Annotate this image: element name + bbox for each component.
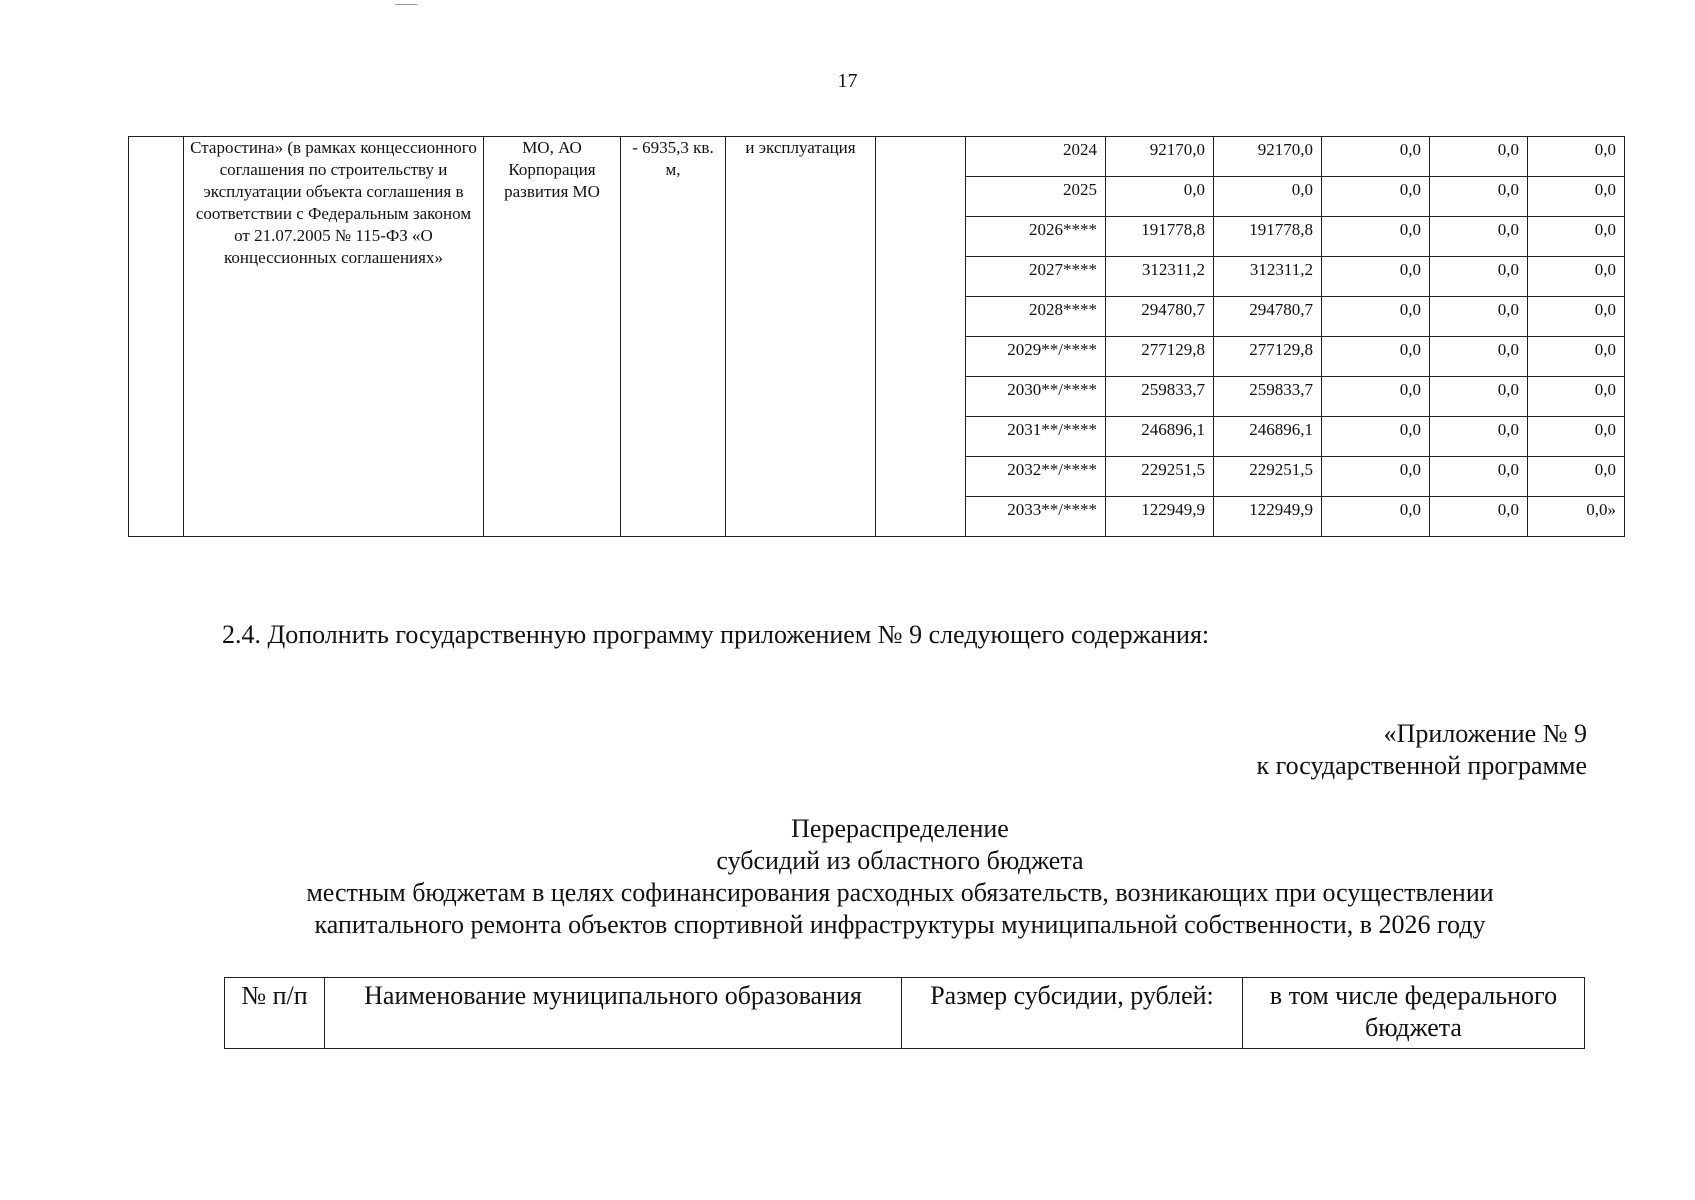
- cell-col4: 0,0: [1430, 497, 1528, 537]
- cell-col5: 0,0: [1528, 177, 1625, 217]
- cell-col5: 0,0»: [1528, 497, 1625, 537]
- header-number: № п/п: [225, 978, 325, 1049]
- title-line-2: субсидий из областного бюджета: [716, 846, 1084, 875]
- cell-year: 2032**/****: [966, 457, 1106, 497]
- cell-col4: 0,0: [1430, 417, 1528, 457]
- type-cell: и эксплуатация: [726, 137, 876, 537]
- cell-total: 122949,9: [1106, 497, 1214, 537]
- cell-total: 277129,8: [1106, 337, 1214, 377]
- cell-col3: 0,0: [1322, 497, 1430, 537]
- cell-total: 246896,1: [1106, 417, 1214, 457]
- cell-total: 191778,8: [1106, 217, 1214, 257]
- header-subsidy-amount: Размер субсидии, рублей:: [902, 978, 1243, 1049]
- customer-cell: МО, АО Корпорация развития МО: [484, 137, 621, 537]
- cell-col3: 0,0: [1322, 337, 1430, 377]
- cell-col2: 0,0: [1214, 177, 1322, 217]
- blank-cell: [129, 137, 184, 537]
- title-line-3: местным бюджетам в целях софинансирования расходных обязательств, возникающих при осуществлении: [306, 878, 1494, 907]
- cell-col3: 0,0: [1322, 457, 1430, 497]
- cell-year: 2027****: [966, 257, 1106, 297]
- continuation-table: [128, 136, 1625, 537]
- cell-col3: 0,0: [1322, 137, 1430, 177]
- cell-total: 312311,2: [1106, 257, 1214, 297]
- cell-col4: 0,0: [1430, 177, 1528, 217]
- cell-col2: 122949,9: [1214, 497, 1322, 537]
- title-line-1: Перераспределение: [791, 814, 1009, 843]
- appendix-line-2: к государственной программе: [1256, 751, 1587, 780]
- cell-col4: 0,0: [1430, 137, 1528, 177]
- cell-col4: 0,0: [1430, 377, 1528, 417]
- cell-col2: 259833,7: [1214, 377, 1322, 417]
- cell-col4: 0,0: [1430, 297, 1528, 337]
- cell-col5: 0,0: [1528, 297, 1625, 337]
- cell-year: 2025: [966, 177, 1106, 217]
- cell-col2: 312311,2: [1214, 257, 1322, 297]
- cell-total: 92170,0: [1106, 137, 1214, 177]
- cell-col3: 0,0: [1322, 377, 1430, 417]
- cell-year: 2026****: [966, 217, 1106, 257]
- cell-total: 259833,7: [1106, 377, 1214, 417]
- cell-col2: 294780,7: [1214, 297, 1322, 337]
- cell-col3: 0,0: [1322, 297, 1430, 337]
- capacity-cell: - 6935,3 кв. м,: [621, 137, 726, 537]
- cell-col4: 0,0: [1430, 457, 1528, 497]
- table-row: [129, 137, 1625, 177]
- project-name-cell: Старостина» (в рамках концессионного соглашения по строительству и эксплуатации объекта соглашения в соответствии с Федеральным законом от 21.07.2005 № 115-ФЗ «О концессионных соглашениях»: [184, 137, 484, 537]
- appendix-caption: [1257, 718, 1588, 782]
- cell-year: 2031**/****: [966, 417, 1106, 457]
- cell-year: 2029**/****: [966, 337, 1106, 377]
- cell-col2: 92170,0: [1214, 137, 1322, 177]
- cell-total: 294780,7: [1106, 297, 1214, 337]
- cell-year: 2024: [966, 137, 1106, 177]
- appendix-line-1: «Приложение № 9: [1383, 719, 1587, 748]
- cell-col2: 277129,8: [1214, 337, 1322, 377]
- cell-col5: 0,0: [1528, 137, 1625, 177]
- cell-col3: 0,0: [1322, 217, 1430, 257]
- scan-mark: [395, 4, 417, 5]
- title-line-4: капитального ремонта объектов спортивной инфраструктуры муниципальной собственности, в 2026 году: [314, 910, 1486, 939]
- cell-col2: 229251,5: [1214, 457, 1322, 497]
- cell-year: 2033**/****: [966, 497, 1106, 537]
- cell-col5: 0,0: [1528, 257, 1625, 297]
- cell-col3: 0,0: [1322, 177, 1430, 217]
- subsidy-table: [224, 977, 1585, 1049]
- page-number: 17: [837, 70, 858, 92]
- cell-col3: 0,0: [1322, 417, 1430, 457]
- subsidy-table-header-row: [225, 978, 1585, 1049]
- cell-col4: 0,0: [1430, 217, 1528, 257]
- cell-year: 2030**/****: [966, 377, 1106, 417]
- cell-col2: 246896,1: [1214, 417, 1322, 457]
- cell-col4: 0,0: [1430, 257, 1528, 297]
- cell-col5: 0,0: [1528, 377, 1625, 417]
- header-municipality: Наименование муниципального образования: [325, 978, 902, 1049]
- blank-cell: [876, 137, 966, 537]
- header-federal-share: в том числе федерального бюджета: [1243, 978, 1585, 1049]
- document-title: [130, 813, 1670, 941]
- cell-total: 229251,5: [1106, 457, 1214, 497]
- cell-col5: 0,0: [1528, 457, 1625, 497]
- cell-year: 2028****: [966, 297, 1106, 337]
- cell-col5: 0,0: [1528, 217, 1625, 257]
- cell-col4: 0,0: [1430, 337, 1528, 377]
- cell-col2: 191778,8: [1214, 217, 1322, 257]
- cell-total: 0,0: [1106, 177, 1214, 217]
- cell-col3: 0,0: [1322, 257, 1430, 297]
- section-heading: 2.4. Дополнить государственную программу приложением № 9 следующего содержания:: [222, 620, 1210, 649]
- cell-col5: 0,0: [1528, 337, 1625, 377]
- cell-col5: 0,0: [1528, 417, 1625, 457]
